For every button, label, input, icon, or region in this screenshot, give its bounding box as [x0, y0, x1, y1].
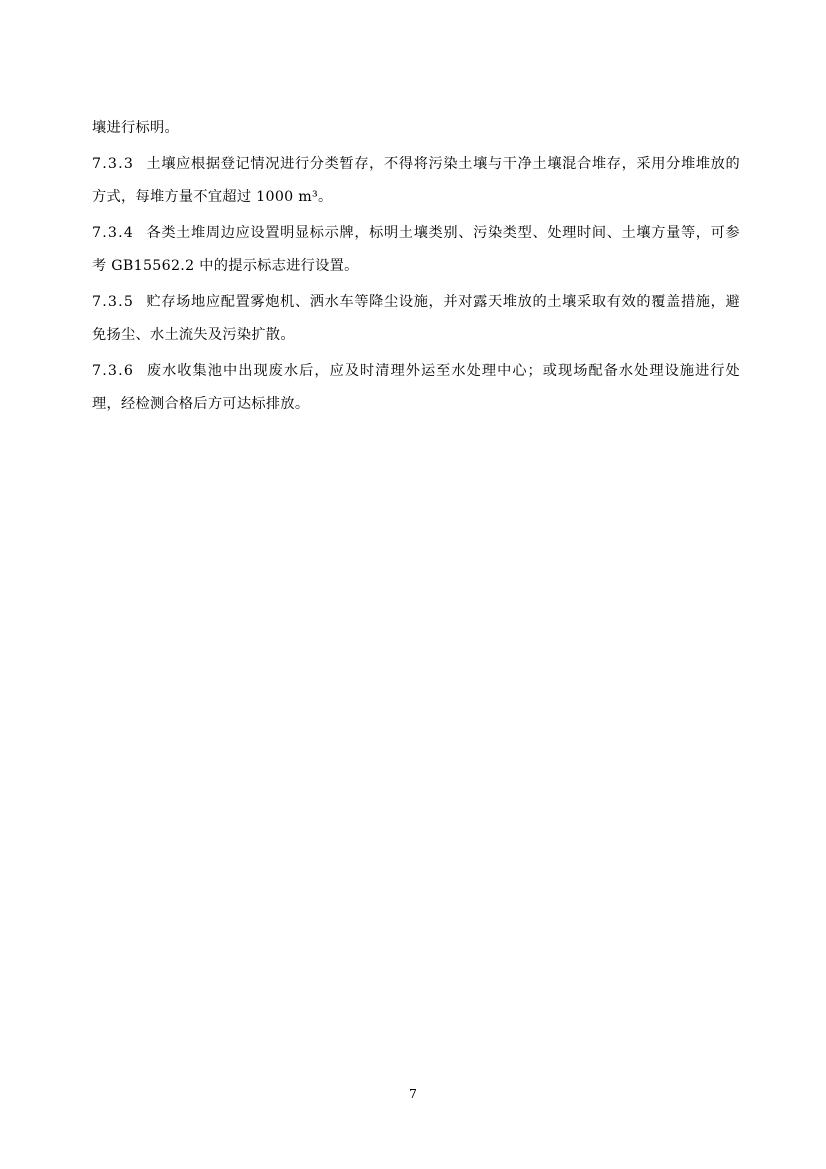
paragraph-continued	[92, 112, 740, 145]
paragraph-text: 土壤应根据登记情况进行分类暂存，不得将污染土壤与干净土壤混合堆存，采用分堆堆放的方式，每堆方量不宜超过 1000 m³。	[92, 156, 740, 205]
paragraph-text: 贮存场地应配置雾炮机、洒水车等降尘设施，并对露天堆放的土壤采取有效的覆盖措施，避免扬尘、水土流失及污染扩散。	[92, 294, 740, 343]
page-content	[92, 112, 740, 424]
paragraph-7-3-6	[92, 355, 740, 421]
paragraph-7-3-3	[92, 148, 740, 214]
paragraph-7-3-4	[92, 217, 740, 283]
paragraph-text: 废水收集池中出现废水后，应及时清理外运至水处理中心；或现场配备水处理设施进行处理，经检测合格后方可达标排放。	[92, 363, 740, 412]
paragraph-7-3-5	[92, 286, 740, 352]
clause-number: 7.3.6	[92, 363, 135, 379]
clause-number: 7.3.4	[92, 225, 135, 241]
clause-number: 7.3.3	[92, 156, 135, 172]
paragraph-text: 各类土堆周边应设置明显标示牌，标明土壤类别、污染类型、处理时间、土壤方量等，可参考 GB15562.2 中的提示标志进行设置。	[92, 225, 740, 274]
page-number: 7	[409, 1086, 417, 1101]
clause-number: 7.3.5	[92, 294, 135, 310]
paragraph-text: 壤进行标明。	[92, 120, 179, 136]
